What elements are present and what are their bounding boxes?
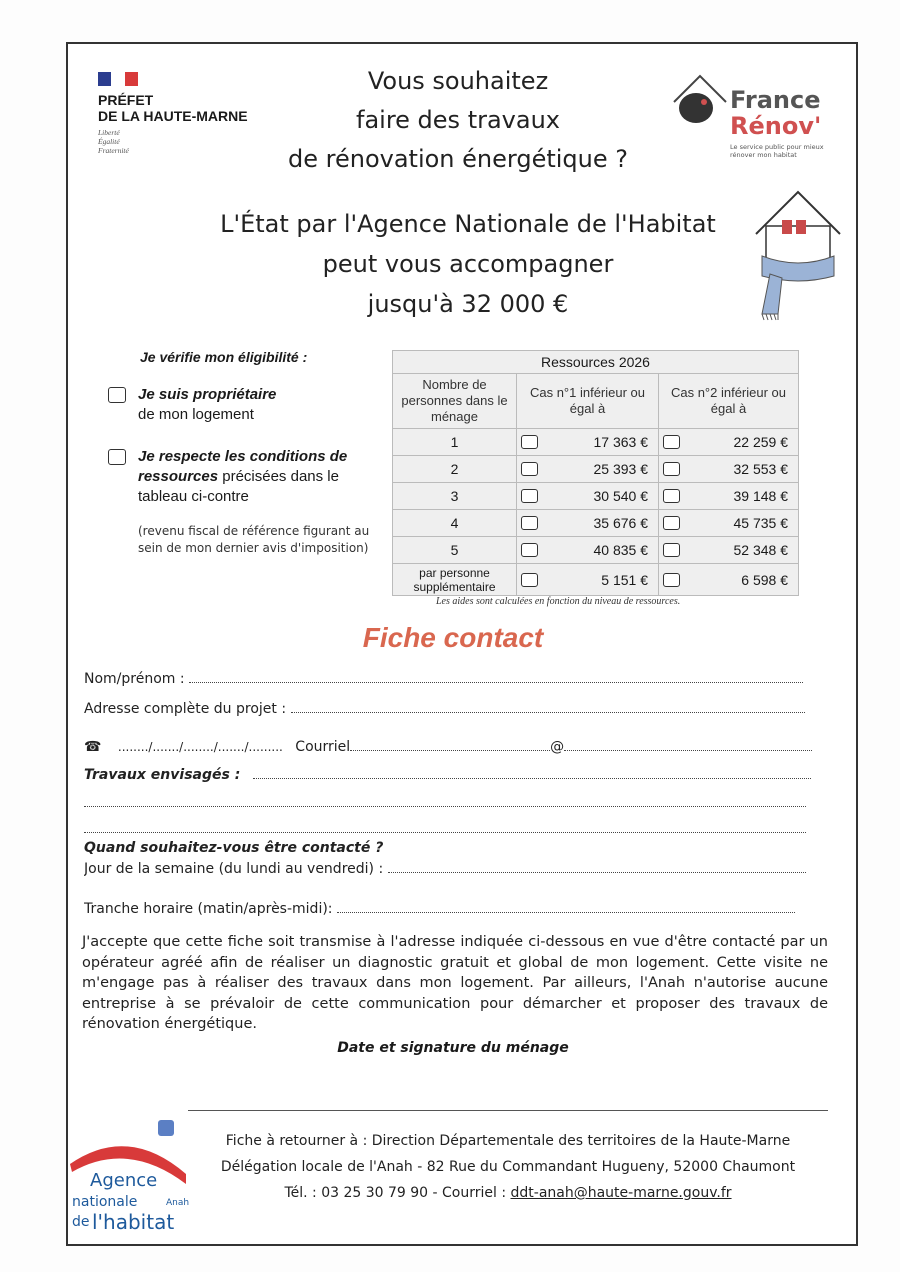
table-row [393, 510, 799, 537]
motto-fraternite: Fraternité [98, 146, 129, 155]
headline [248, 62, 668, 179]
works-label: Travaux envisagés : [84, 767, 241, 783]
resources-label-bold: Je respecte les conditions de ressources [138, 448, 348, 485]
cas2-value: 22 259 € [733, 434, 788, 450]
cas1-value: 25 393 € [593, 461, 648, 477]
resources-table [392, 350, 799, 596]
cas1-checkbox[interactable] [521, 462, 538, 476]
works-input-line-3[interactable] [84, 820, 806, 833]
headline-line3: de rénovation énergétique ? [288, 145, 628, 173]
anah-agence: Agence [90, 1170, 158, 1191]
france-renov-word2: Rénov' [730, 112, 822, 140]
works-extra-line[interactable] [84, 794, 812, 811]
col-header-people: Nombre de personnes dans le ménage [393, 374, 517, 429]
works-input-line-2[interactable] [84, 794, 806, 807]
contact-question [84, 840, 383, 856]
prefet-title-line1: PRÉFET [98, 92, 154, 108]
owner-checkbox[interactable] [108, 387, 126, 403]
anah-logo [68, 1114, 198, 1234]
works-field[interactable] [84, 766, 812, 783]
subheadline [168, 204, 768, 324]
anah-nationale: nationale [72, 1194, 138, 1210]
table-row [393, 537, 799, 564]
cas2-value: 52 348 € [733, 542, 788, 558]
resources-checkbox-row [108, 447, 378, 507]
cas1-checkbox[interactable] [521, 435, 538, 449]
day-label: Jour de la semaine (du lundi au vendredi) : [84, 861, 384, 877]
cas1-value: 5 151 € [601, 571, 648, 588]
email-label: Courriel [295, 739, 351, 755]
cas2-checkbox[interactable] [663, 435, 680, 449]
cas1-checkbox[interactable] [521, 543, 538, 557]
footer-email-link[interactable]: ddt-anah@haute-marne.gouv.fr [510, 1185, 732, 1201]
prefet-title-line2: DE LA HAUTE-MARNE [98, 108, 248, 124]
cas2-checkbox[interactable] [663, 462, 680, 476]
cas2-value: 39 148 € [733, 488, 788, 504]
cas1-checkbox[interactable] [521, 516, 538, 530]
footer-contact [188, 1180, 828, 1206]
eligibility-section [108, 349, 378, 557]
table-note: Les aides sont calculées en fonction du niveau de ressources. [436, 596, 681, 607]
footer-line2: Délégation locale de l'Anah - 82 Rue du Commandant Hugueny, 52000 Chaumont [220, 1159, 796, 1175]
anah-small: Anah [166, 1198, 190, 1208]
contact-question-label: Quand souhaitez-vous être contacté ? [84, 840, 384, 856]
phone-input[interactable]: ......../......./......../......./......... [117, 740, 283, 754]
consent-text: J'accepte que cette fiche soit transmise à l'adresse indiquée ci-dessous en vue d'être contacté par un opérateur agréé afin de réaliser un diagnostic gratuit et global de mon logement. Cette visite ne m'engage pas à réaliser des travaux dans mon logement. Par ailleurs, l'Anah n'autorise aucune entreprise à se prévaloir de cette communication pour démarcher et proposer des travaux de rénovation énergétique. [82, 934, 828, 1032]
anah-habitat: l'habitat [92, 1210, 175, 1234]
time-field[interactable] [84, 900, 812, 917]
owner-checkbox-row [108, 385, 378, 425]
eligibility-title: Je vérifie mon éligibilité : [140, 349, 308, 365]
cas2-checkbox[interactable] [663, 489, 680, 503]
people-cell: par personne supplémentaire [393, 564, 517, 596]
day-field[interactable] [84, 860, 812, 877]
table-row [393, 456, 799, 483]
time-label: Tranche horaire (matin/après-midi): [84, 901, 333, 917]
works-extra-line[interactable] [84, 820, 812, 837]
address-field[interactable] [84, 700, 812, 717]
cas2-value: 45 735 € [733, 515, 788, 531]
motto-egalite: Égalité [98, 137, 120, 146]
footer-line1: Fiche à retourner à : Direction Départementale des territoires de la Haute-Marne [225, 1133, 791, 1149]
name-input-line[interactable] [189, 670, 803, 683]
cas2-checkbox[interactable] [663, 516, 680, 530]
owner-label-bold: Je suis propriétaire [138, 386, 277, 403]
subhead-line2: peut vous accompagner [322, 250, 614, 278]
subhead-line1: L'État par l'Agence Nationale de l'Habitat [220, 210, 716, 238]
france-renov-logo [670, 68, 850, 178]
cas2-checkbox[interactable] [663, 543, 680, 557]
name-label: Nom/prénom : [84, 671, 185, 687]
headline-line2: faire des travaux [356, 106, 560, 134]
at-sign: @ [550, 739, 565, 755]
resources-checkbox[interactable] [108, 449, 126, 465]
day-input-line[interactable] [388, 860, 806, 873]
table-row [393, 564, 799, 596]
people-cell: 4 [393, 510, 517, 537]
people-cell: 3 [393, 483, 517, 510]
footer [188, 1128, 828, 1206]
email-domain-line[interactable] [564, 738, 812, 751]
email-input-line[interactable] [350, 738, 550, 751]
people-cell: 2 [393, 456, 517, 483]
resources-label-rest: précisées dans le tableau ci-contre [138, 468, 339, 505]
cas2-value: 6 598 € [741, 571, 788, 588]
motto-liberte: Liberté [98, 128, 120, 137]
document-page [66, 42, 858, 1246]
cas1-value: 40 835 € [593, 542, 648, 558]
french-flag-icon [98, 72, 138, 86]
anah-de: de [72, 1214, 90, 1230]
col-header-cas2: Cas n°2 inférieur ou égal à [659, 374, 799, 429]
name-field[interactable] [84, 670, 812, 687]
col-header-cas1: Cas n°1 inférieur ou égal à [517, 374, 659, 429]
cas1-value: 17 363 € [593, 434, 648, 450]
cas1-value: 30 540 € [593, 488, 648, 504]
france-renov-word1: France [730, 86, 821, 114]
owner-label-rest: de mon logement [138, 406, 254, 423]
people-cell: 1 [393, 429, 517, 456]
subhead-line3: jusqu'à 32 000 € [367, 290, 569, 318]
fiscal-note: (revenu fiscal de référence figurant au sein de mon dernier avis d'imposition) [138, 524, 370, 555]
resources-table-title: Ressources 2026 [393, 351, 799, 374]
table-row [393, 483, 799, 510]
address-input-line[interactable] [291, 700, 805, 713]
footer-tel: Tél. : 03 25 30 79 90 - Courriel : [284, 1185, 511, 1201]
signature-label: Date et signature du ménage [337, 1040, 569, 1056]
cas2-checkbox[interactable] [663, 573, 680, 587]
cas2-value: 32 553 € [733, 461, 788, 477]
table-row [393, 429, 799, 456]
phone-email-field[interactable] [84, 738, 812, 755]
phone-icon: ☎ [84, 739, 102, 755]
cas1-checkbox[interactable] [521, 573, 538, 587]
people-cell: 5 [393, 537, 517, 564]
cas1-value: 35 676 € [593, 515, 648, 531]
address-label: Adresse complète du projet : [84, 701, 287, 717]
works-input-line-1[interactable] [253, 766, 812, 779]
prefet-logo [98, 72, 248, 155]
footer-divider [188, 1110, 828, 1111]
house-scarf-icon [748, 186, 848, 326]
france-renov-tagline: Le service public pour mieux rénover mon habitat [730, 143, 824, 159]
time-input-line[interactable] [337, 900, 795, 913]
cas1-checkbox[interactable] [521, 489, 538, 503]
house-roof-icon [670, 68, 730, 138]
form-title: Fiche contact [362, 622, 544, 653]
headline-line1: Vous souhaitez [367, 67, 549, 95]
